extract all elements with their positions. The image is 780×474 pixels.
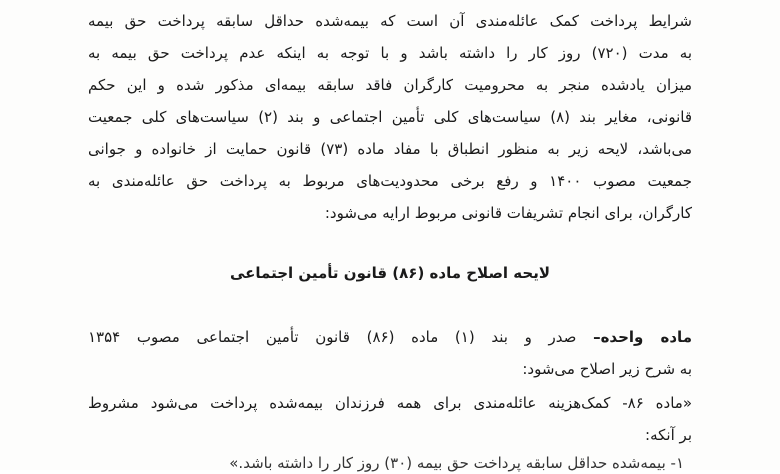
article-line-2: به شرح زیر اصلاح می‌شود: xyxy=(522,360,692,378)
paragraph-line-5: می‌باشد، لایحه زیر به منظور انطباق با مفاد ماده (۷۳) قانون حمایت از خانواده و جوانی xyxy=(88,140,692,158)
paragraph-line-4: قانونی، مغایر بند (۸) سیاست‌های کلی تأمین اجتماعی و بند (۲) سیاست‌های کلی جمعیت xyxy=(88,108,692,126)
paragraph-line-2: به مدت (۷۲۰) روز کار را داشته باشد و با توجه به اینکه عدم پرداخت حق بیمه به xyxy=(88,44,692,62)
article-lead: ماده واحده– xyxy=(593,328,692,346)
paragraph-line-1: شرایط پرداخت کمک عائله‌مندی آن است که بیمه‌شده حداقل سابقه پرداخت حق بیمه xyxy=(88,12,692,30)
quote-line-1: «ماده ۸۶- کمک‌هزینه عائله‌مندی برای همه فرزندان بیمه‌شده پرداخت می‌شود مشروط xyxy=(88,394,692,412)
quote-line-2: بر آنکه: xyxy=(645,426,692,444)
bill-title: لایحه اصلاح ماده (۸۶) قانون تأمین اجتماعی xyxy=(229,264,551,282)
article-line-1-text: صدر و بند (۱) ماده (۸۶) قانون تأمین اجتماعی مصوب ۱۳۵۴ xyxy=(88,328,594,346)
item-1-partial: ۱- بیمه‌شده حداقل سابقه پرداخت حق بیمه (۳۰) روز کار را داشته باشد.» xyxy=(229,454,684,472)
paragraph-line-7: کارگران، برای انجام تشریفات قانونی مربوط ارایه می‌شود: xyxy=(324,204,692,222)
article-line-1 xyxy=(88,326,692,348)
paragraph-line-6: جمعیت مصوب ۱۴۰۰ و رفع برخی محدودیت‌های مربوط به پرداخت حق عائله‌مندی به xyxy=(88,172,692,190)
paragraph-line-3: میزان یادشده منجر به محرومیت کارگران فاقد سابقه بیمه‌ای مذکور شده و این حکم xyxy=(88,76,692,94)
